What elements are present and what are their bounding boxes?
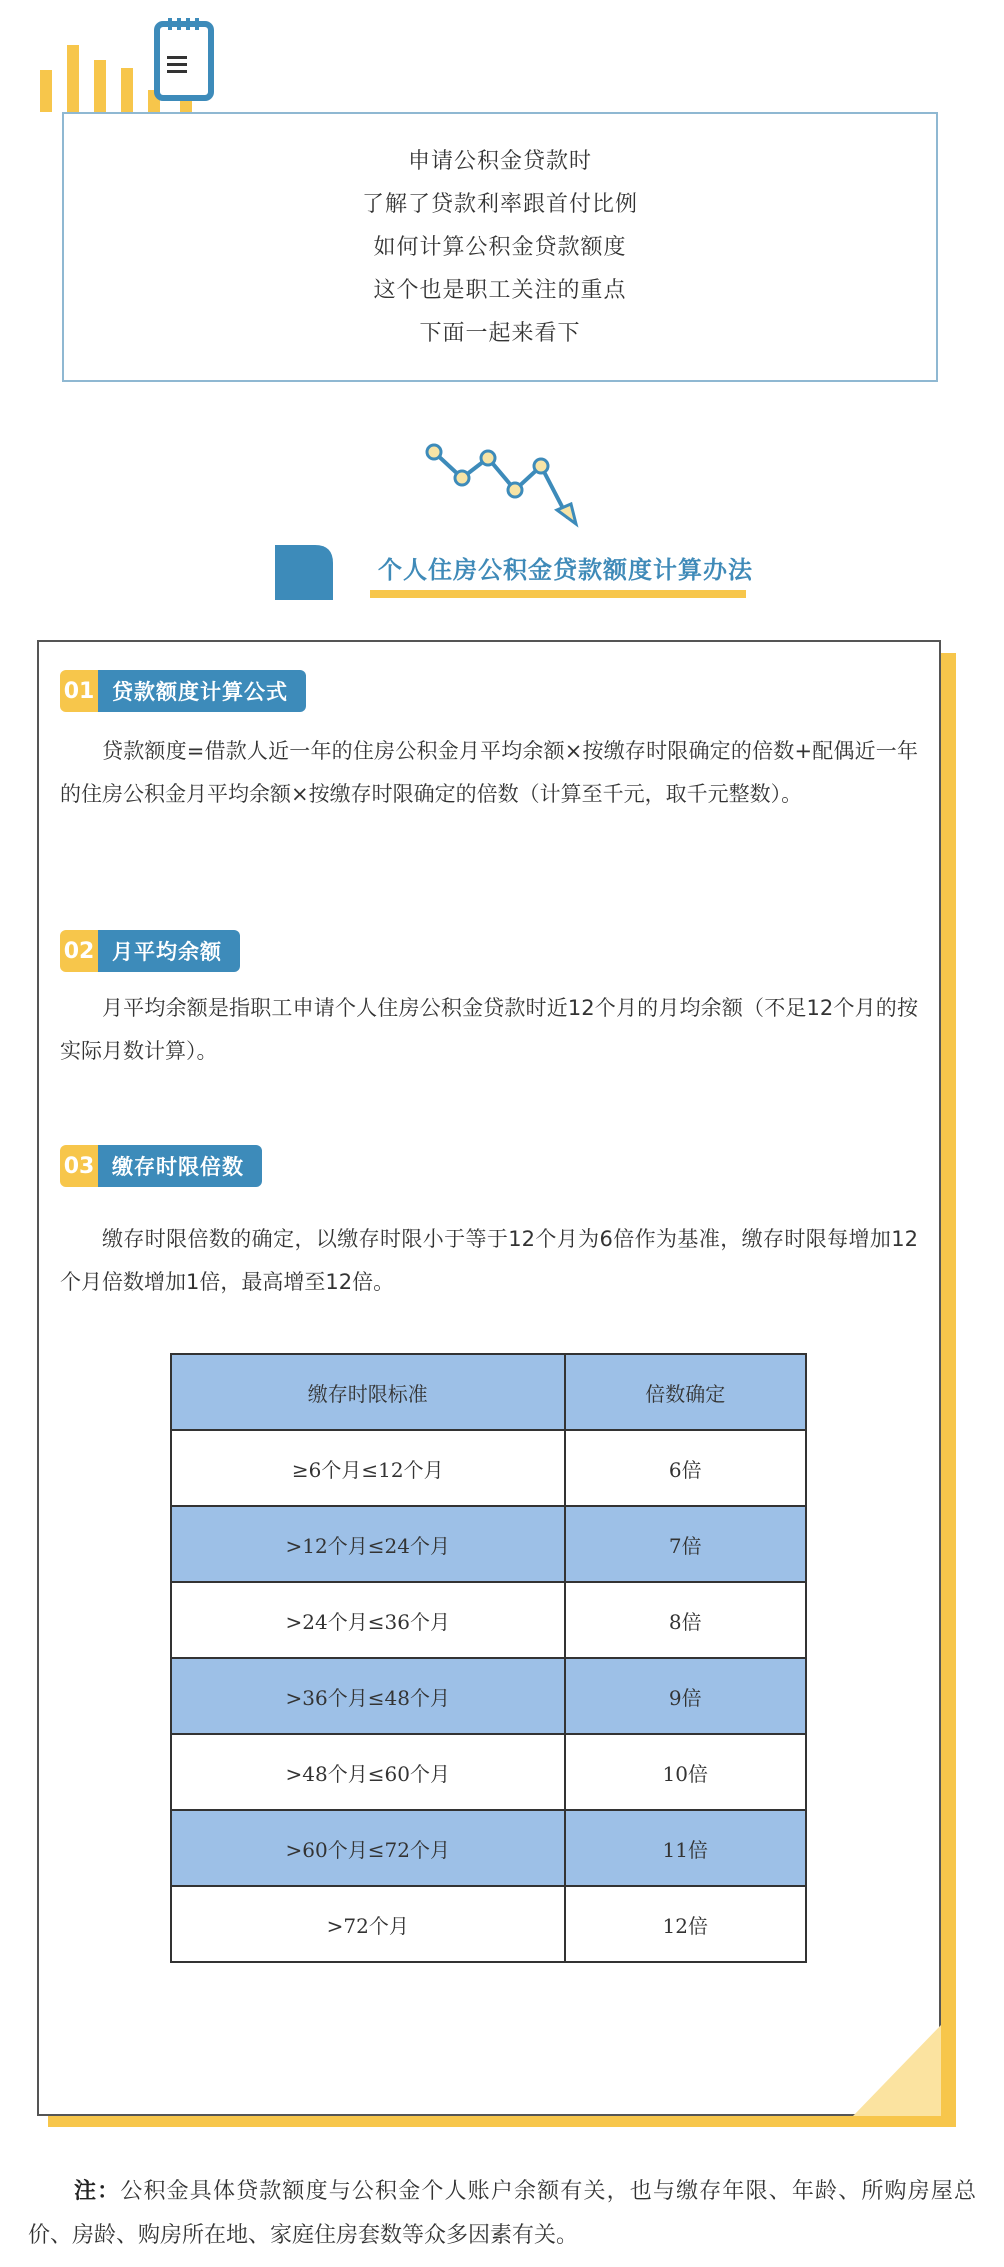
section-badge: [60, 1145, 262, 1187]
table-row: [171, 1734, 806, 1810]
table-cell: >24个月≤36个月: [171, 1582, 565, 1658]
section-text: 贷款额度=借款人近一年的住房公积金月平均余额×按缴存时限确定的倍数+配偶近一年的住房公积金月平均余额×按缴存时限确定的倍数（计算至千元，取千元整数）。: [60, 739, 918, 806]
table-cell: 12倍: [565, 1886, 806, 1962]
table-cell: 6倍: [565, 1430, 806, 1506]
table-cell: >48个月≤60个月: [171, 1734, 565, 1810]
table-header-row: [171, 1354, 806, 1430]
bar-chart-notepad-icon: [40, 18, 230, 112]
table-cell: ≥6个月≤12个月: [171, 1430, 565, 1506]
intro-line: 下面一起来看下: [419, 320, 581, 346]
table-row: [171, 1810, 806, 1886]
section-text: 缴存时限倍数的确定，以缴存时限小于等于12个月为6倍作为基准，缴存时限每增加12个月倍数增加1倍，最高增至12倍。: [60, 1227, 918, 1294]
table-cell: >12个月≤24个月: [171, 1506, 565, 1582]
table-cell: >72个月: [171, 1886, 565, 1962]
badge-number: 03: [60, 1145, 98, 1187]
title-marker-icon: [275, 545, 333, 600]
table-cell: 11倍: [565, 1810, 806, 1886]
table-cell: >60个月≤72个月: [171, 1810, 565, 1886]
section-badge: [60, 670, 306, 712]
table-row: [171, 1886, 806, 1962]
table-row: [171, 1430, 806, 1506]
table-header-cell: 倍数确定: [565, 1354, 806, 1430]
badge-label: 缴存时限倍数: [98, 1145, 262, 1187]
intro-line: 这个也是职工关注的重点: [373, 277, 627, 303]
section-badge: [60, 930, 240, 972]
table-row: [171, 1582, 806, 1658]
corner-decoration: [853, 2025, 941, 2116]
line-chart-icon: [420, 440, 590, 530]
footnote: [28, 2170, 976, 2258]
table-header-cell: 缴存时限标准: [171, 1354, 565, 1430]
footnote-label: 注：: [74, 2179, 121, 2204]
table-cell: 9倍: [565, 1658, 806, 1734]
table-cell: >36个月≤48个月: [171, 1658, 565, 1734]
section-title: 个人住房公积金贷款额度计算办法: [378, 556, 753, 584]
intro-line: 了解了贷款利率跟首付比例: [361, 191, 638, 217]
title-underline: [370, 590, 746, 598]
footnote-text: 公积金具体贷款额度与公积金个人账户余额有关，也与缴存年限、年龄、所购房屋总价、房龄、购房所在地、家庭住房套数等众多因素有关。: [28, 2179, 976, 2248]
table-cell: 10倍: [565, 1734, 806, 1810]
multiplier-table: [170, 1353, 807, 1963]
intro-line: 如何计算公积金贷款额度: [373, 234, 627, 260]
badge-label: 贷款额度计算公式: [98, 670, 306, 712]
section-text: 月平均余额是指职工申请个人住房公积金贷款时近12个月的月均余额（不足12个月的按实际月数计算）。: [60, 996, 918, 1063]
intro-line: 申请公积金贷款时: [407, 148, 592, 174]
table-row: [171, 1658, 806, 1734]
badge-label: 月平均余额: [98, 930, 240, 972]
table-cell: 8倍: [565, 1582, 806, 1658]
badge-number: 01: [60, 670, 98, 712]
table-row: [171, 1506, 806, 1582]
badge-number: 02: [60, 930, 98, 972]
table-cell: 7倍: [565, 1506, 806, 1582]
intro-box: [62, 112, 938, 382]
